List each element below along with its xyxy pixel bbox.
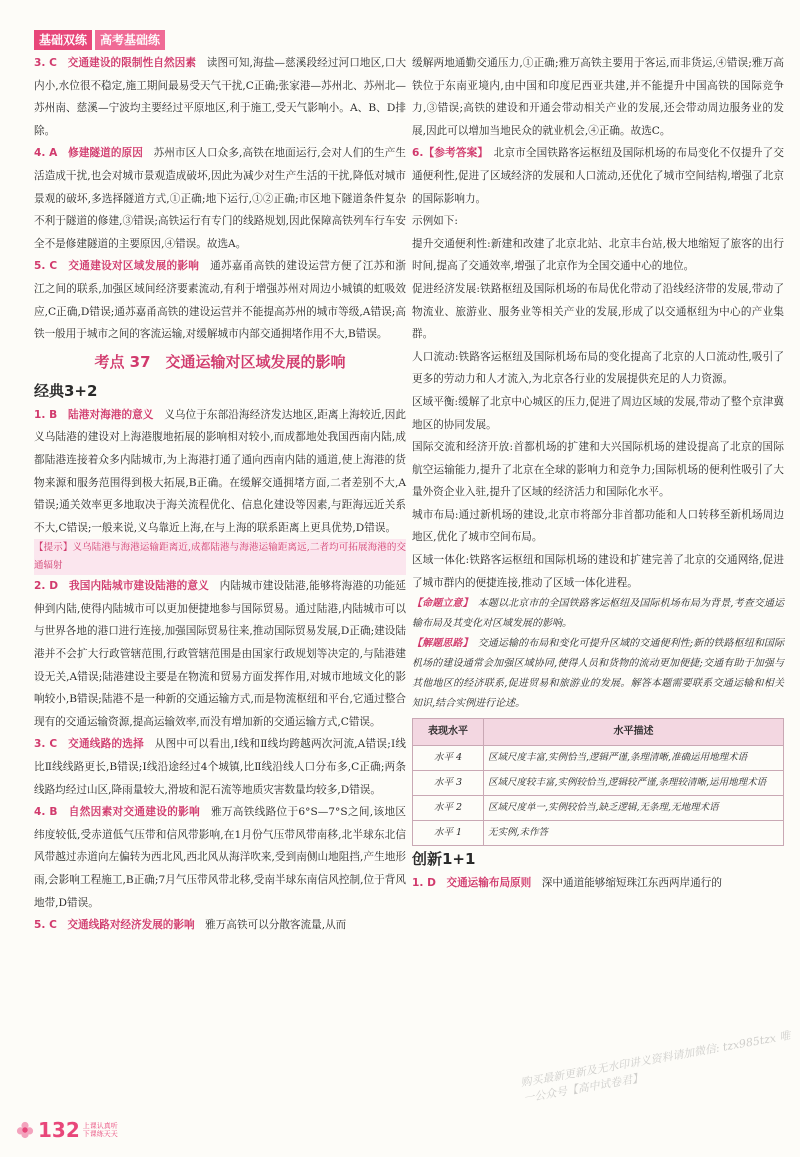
left-column — [34, 52, 406, 937]
desc-cell: 区域尺度丰富,实例恰当,逻辑严谨,条理清晰,准确运用地理术语 — [484, 746, 784, 771]
scoring-table — [412, 718, 784, 846]
page-number: 132 — [38, 1118, 80, 1142]
desc-cell: 区域尺度较丰富,实例较恰当,逻辑较严谨,条理较清晰,运用地理术语 — [484, 771, 784, 796]
hint-box: 【提示】义乌陆港与海港运输距离近,成都陆港与海港运输距离远,二者均可拓展海港的交通辐射 — [34, 539, 406, 575]
desc-cell: 区域尺度单一,实例较恰当,缺乏逻辑,无条理,无地理术语 — [484, 796, 784, 821]
example-item: 城市布局:通过新机场的建设,北京市将部分非首都功能和人口转移至新机场周边地区,优化了城市空间布局。 — [412, 508, 784, 544]
table-row — [413, 746, 784, 771]
watermark: 购买最新更新及无水印讲义资料请加微信: tzx985tzx 唯一公众号【高中试卷君】 — [519, 1029, 792, 1106]
answer-e5: 5. C 交通线路对经济发展的影响 雅万高铁可以分散客流量,从而 — [34, 919, 347, 932]
idea-note: 【解题思路】 交通运输的布局和变化可提升区域的交通便利性;新的铁路枢纽和国际机场的建设通常会加强区域协同,使得人员和货物的流动更加便捷;交通有助于加强与其他地区的经济联系,促进贸易和旅游业的发展。解答本题需要联系交通运输和相关知识,结合实例进行论述。 — [412, 638, 785, 710]
level-cell: 水平 3 — [413, 771, 484, 796]
example-item: 区域平衡:缓解了北京中心城区的压力,促进了周边区域的发展,带动了整个京津冀地区的协同发展。 — [412, 395, 784, 431]
example-item: 国际交流和经济开放:首都机场的扩建和大兴国际机场的建设提高了北京的国际航空运输能力,提升了北京在全球的影响力和竞争力;国际机场的便利性吸引了大量外资企业入驻,提升了区域的经济活力和国际化水平。 — [412, 441, 784, 499]
answer-q3: 3. C 交通建设的限制性自然因素 读图可知,海盐—慈溪段经过河口地区,口大内小,水位很不稳定,施工期间最易受天气干扰,C正确;张家港—苏州北、苏州北—苏州南、慈溪—宁波均主要经过平原地区,利于施工,受天气影响小。A、B、D排除。 — [34, 57, 407, 137]
level-cell: 水平 2 — [413, 796, 484, 821]
answer-q5: 5. C 交通建设对区域发展的影响 通苏嘉甬高铁的建设运营方便了江苏和浙江之间的联系,加强区域间经济要素流动,有利于增强苏州对周边小城镇的虹吸效应,C正确,D错误;通苏嘉甬高铁的建设运营并不能提高苏州的城市等级,A错误;高铁一般用于城市之间的客流运输,对缓解城市内部交通拥堵作用不大,B错误。 — [34, 260, 407, 341]
answer-e2: 2. D 我国内陆城市建设陆港的意义 内陆城市建设陆港,能够将海港的功能延伸到内陆,使得内陆城市可以更加便捷地参与国际贸易。通过陆港,内陆城市可以与世界各地的港口进行连接,加强国际贸易往来,推动国际贸易发展,D正确;建设陆港并不会扩大行政管辖范围,行政管辖范围是由国家行政规划等决定的,与陆港建设无关,A错误;陆港建设主要是在物流和贸易方面发挥作用,对城市地域文化的影响较小,B错误;陆港不是一种新的交通运输方式,而是物流枢纽和平台,它通过整合现有的交通运输资源,提高运输效率,而没有增加新的交通运输方式,C错误。 — [34, 580, 406, 728]
continued-paragraph: 缓解两地通勤交通压力,①正确;雅万高铁主要用于客运,而非货运,④错误;雅万高铁位于东南亚境内,由中国和印度尼西亚共建,并不能提升中国高铁的国际竞争力,③错误;高铁的建设和开通会带动相关产业的发展,还会带动周边服务业的发展,因此可以增加当地民众的就业机会,④正确。故选C。 — [412, 57, 784, 137]
intent-note: 【命题立意】 本题以北京市的全国铁路客运枢纽及国际机场布局为背景,考查交通运输布局及其变化对区域发展的影响。 — [412, 598, 785, 630]
table-header-desc: 水平描述 — [484, 719, 784, 746]
answer-e3: 3. C 交通线路的选择 从图中可以看出,Ⅰ线和Ⅱ线均跨越两次河流,A错误;Ⅰ线比Ⅱ线线路更长,B错误;Ⅰ线沿途经过4个城镇,比Ⅱ线沿线人口分布多,C正确;两条线路均经过山区,降雨量较大,滑坡和泥石流等地质灾害数量均较多,D错误。 — [34, 738, 407, 796]
table-row — [413, 796, 784, 821]
answer-q6: 6.【参考答案】 北京市全国铁路客运枢纽及国际机场的布局变化不仅提升了交通便利性,促进了区域经济的发展和人口流动,还优化了城市空间结构,增强了北京的国际影响力。 — [412, 147, 784, 205]
answer-c1: 1. D 交通运输布局原则 深中通道能够缩短珠江东西两岸通行的 — [412, 877, 722, 890]
right-column — [412, 52, 784, 895]
level-cell: 水平 4 — [413, 746, 484, 771]
example-item: 促进经济发展:铁路枢纽及国际机场的布局优化带动了沿线经济带的发展,带动了物流业、旅游业、服务业等相关产业的发展,形成了以交通枢纽为中心的产业集群。 — [412, 282, 784, 341]
flower-icon — [16, 1121, 34, 1139]
example-item: 区域一体化:铁路客运枢纽和国际机场的建设和扩建完善了北京的交通网络,促进了城市群内的便捷连接,推动了区域一体化进程。 — [412, 554, 784, 589]
example-item: 人口流动:铁路客运枢纽及国际机场布局的变化提高了北京的人口流动性,吸引了更多的劳动力和人才流入,为北京各行业的发展提供充足的人力资源。 — [412, 350, 784, 386]
table-row — [413, 821, 784, 846]
footer-slogan: 上课认真听 下课练天天 — [82, 1122, 118, 1138]
example-label: 示例如下: — [412, 215, 458, 228]
table-row — [413, 771, 784, 796]
subsection-innovation: 创新1+1 — [412, 850, 476, 869]
subsection-classic: 经典3+2 — [34, 381, 98, 400]
header-tag-gaokao: 高考基础练 — [95, 30, 165, 50]
header-tag-basic: 基础双练 — [34, 30, 92, 50]
answer-q4: 4. A 修建隧道的原因 苏州市区人口众多,高铁在地面运行,会对人们的生产生活造成干扰,也会对城市景观造成破坏,因此为减少对生产生活的干扰,降低对城市景观的破坏,多选择隧道方式,①正确;地下运行,①②正确;市区地下隧道条件复杂不利于隧道的修建,③错误;高铁运行有专门的线路规划,因此保障高铁列车行车安全不是修建隧道的主要原因,④错误。故选A。 — [34, 147, 407, 250]
table-header-level: 表现水平 — [413, 719, 484, 746]
desc-cell: 无实例,未作答 — [484, 821, 784, 846]
answer-e4: 4. B 自然因素对交通建设的影响 雅万高铁线路位于6°S—7°S之间,该地区纬度较低,受赤道低气压带和信风带影响,在1月份气压带风带南移,北半球东北信风带越过赤道向左偏转为西北风,西北风从海洋吹来,受到南侧山地阻挡,产生地形雨,会影响工程施工,B正确;7月气压带风带北移,受南半球东南信风控制,位于背风地带,D错误。 — [34, 806, 406, 909]
footer — [16, 1118, 118, 1142]
header-tag — [34, 30, 165, 50]
example-item: 提升交通便利性:新建和改建了北京北站、北京丰台站,极大地缩短了旅客的出行时间,提高了交通效率,增强了北京作为全国交通中心的地位。 — [412, 237, 784, 273]
section-title: 考点 37 交通运输对区域发展的影响 — [94, 352, 346, 371]
level-cell: 水平 1 — [413, 821, 484, 846]
answer-e1: 1. B 陆港对海港的意义 义乌位于东部沿海经济发达地区,距离上海较近,因此义乌陆港的建设对上海港腹地拓展的影响相对较小,而成都地处我国西南内陆,成都陆港连接着众多内陆城市,为上海港打通了通向西南内陆的通道,使上海港的货物来源和服务范围得到极大拓展,B正确。在缓解交通拥堵方面,二者差别不大,A错误;通关效率更多地取决于海关流程优化、信息化建设等因素,与距海远近关系不大,C错误;一般来说,义乌靠近上海,在与上海的联系距离上更具优势,D错误。 — [34, 408, 407, 534]
